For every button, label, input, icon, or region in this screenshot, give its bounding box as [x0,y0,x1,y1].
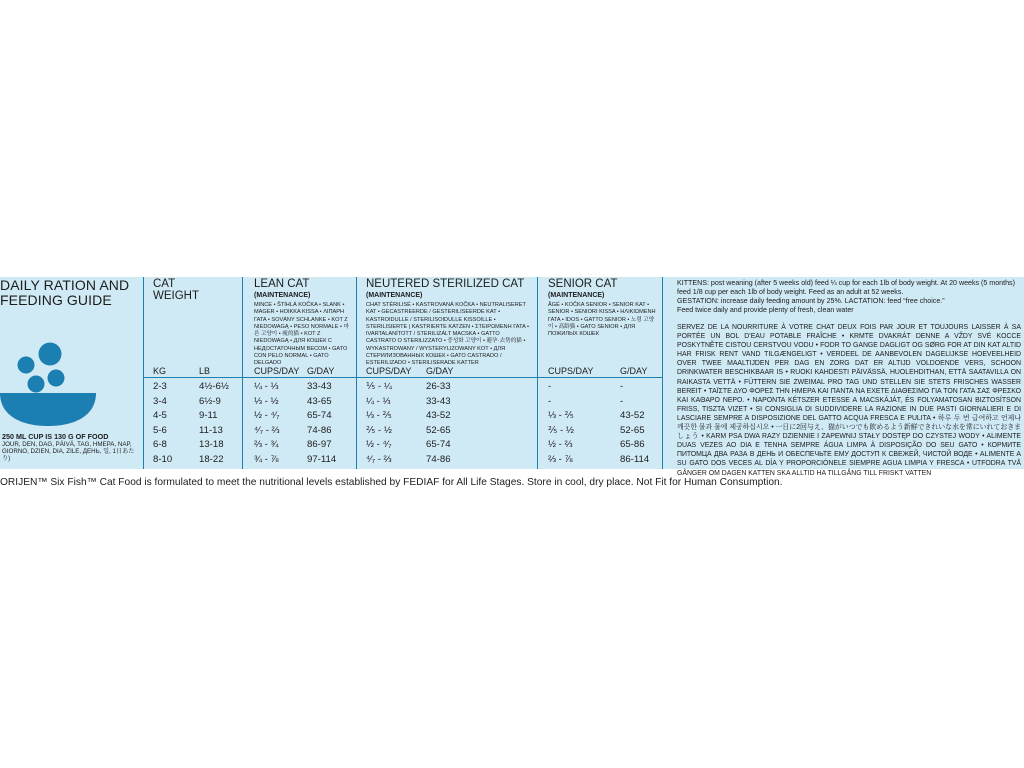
unit-senior-g: G/DAY [620,366,648,376]
cell-lean-cups: ⅔ - ¾ [254,439,279,451]
feeding-guide-panel [0,277,1024,477]
neutered-cat-subtitle: (MAINTENANCE) [366,292,423,299]
cell-sen-cups: ⅔ - ⅞ [548,454,573,465]
cell-sen-g: 43-52 [620,410,645,422]
divider [356,277,357,469]
cell-kg: 5-6 [153,424,167,436]
divider [242,277,243,469]
cell-neut-g: 26-33 [426,381,451,392]
unit-lean-g: G/DAY [307,366,335,376]
neutered-cat-translations: CHAT STÉRILISÉ • KASTROVANÁ KOČKA • NEUTRALISERET KAT • GECASTREERDE / GESTERILISEERDE KAT • KASTROIDULLE / STERILISOIDULLE KISSOILLE • STERILISIERTE | KASTRIERTE KATZEN • ΣΤΕΙΡΩΜΕΝΗ ΓΑΤΑ • IVARTALANÍTOTT / STERILIZÁLT MACSKA • GATTO CASTRATO O STERILIZZATO • 중성화 고양이 • 避孕·去势的猫 • WYKASTROWANY / WYSTERYLIZOWANY KOT • ДЛЯ СТЕРИЛИЗОВАННЫХ КОШЕК • GATO CASTRADO / ESTERILIZADO • STERILISERADE KATTER [366,302,530,367]
cell-sen-cups: ⅖ - ½ [548,424,574,436]
unit-lean-cups: CUPS/DAY [254,366,300,376]
cell-neut-g: 52-65 [426,424,451,436]
cell-sen-cups: ⅓ - ⅖ [548,410,574,422]
cell-sen-cups: ½ - ⅔ [548,439,573,451]
table-header-rule [143,377,662,378]
divider [537,277,538,469]
cell-sen-cups: - [548,381,552,392]
unit-neutered-g: G/DAY [426,366,454,376]
cell-lean-g: 65-74 [307,410,332,422]
cell-sen-g: 86-114 [620,454,650,465]
cell-neut-cups: ⅖ - ½ [366,424,392,436]
cell-neut-cups: ½ - ⁴⁄₇ [366,439,392,451]
cell-sen-g: - [620,395,624,407]
food-bowl-icon [0,337,100,431]
cell-neut-cups: ⁴⁄₇ - ⅔ [366,454,392,465]
cell-neut-cups: ¼ - ⅓ [366,395,391,407]
divider [662,277,663,469]
cell-lean-cups: ½ - ⁴⁄₇ [254,410,280,422]
cell-kg: 6-8 [153,439,167,451]
cell-neut-cups: ⅓ - ⅖ [366,410,392,422]
cell-lean-g: 33-43 [307,381,332,392]
cell-sen-cups: - [548,395,552,407]
cell-neut-g: 43-52 [426,410,451,422]
cell-lean-cups: ¼ - ⅓ [254,381,279,392]
cell-neut-g: 74-86 [426,454,451,465]
cell-lb: 4½-6½ [199,381,229,392]
senior-cat-header: SENIOR CAT [548,278,618,290]
water-note: Feed twice daily and provide plenty of fresh, clean water [677,306,854,315]
cell-lean-g: 43-65 [307,395,332,407]
cat-weight-header: CAT WEIGHT [153,278,199,302]
guide-title: DAILY RATION AND FEEDING GUIDE [0,277,130,308]
cell-kg: 4-5 [153,410,167,422]
cell-lean-cups: ¾ - ⅞ [254,454,279,465]
cell-neut-g: 33-43 [426,395,451,407]
cell-kg: 3-4 [153,395,167,407]
cell-sen-g: 65-86 [620,439,645,451]
kittens-note: KITTENS: post weaning (after 5 weeks old) feed ¼ cup for each 1lb of body weight. At 20 weeks (5 months) feed 1/8 cup per each 1lb of body weight. Feed as an adult at 52 weeks. GESTATION: increase daily feeding amount by 25%. LACTATION: feed “free choice.” Feed twice daily and provide plenty of fresh, clean water [677,279,1015,315]
cell-lb: 18-22 [199,454,224,465]
day-translations: JOUR, DEN, DAG, PÄIVÄ, TAG, ΗΜΕΡΑ, NAP, GIORNO, DZIEN, DIA, ZILE, ДЕНЬ, 일, 1日あたり) [2,441,135,463]
senior-cat-translations: ÂGÉ • KOČKA SENIOR • SENIOR KAT • SENIOR • SENIORI KISSA • ΗΛΙΚΙΩΜΕΝΗ ΓΑΤΑ • IDOS • GATTO SENIOR • 노령 고양이 • 高龄猫 • GATO SENIOR • ДЛЯ ПОЖИЛЫХ КОШЕК [548,302,656,338]
multilingual-instructions: SERVEZ DE LA NOURRITURE À VOTRE CHAT DEUX FOIS PAR JOUR ET TOUJOURS LAISSER À SA PORTÉE UN BOL D’EAU POTABLE FRAÎCHE • KRMTE DVAKRÁT DENNE A VŽDY SVÉ KOCCE POSKYTNĚTE CISTOU CERSTVOU VODU • FODR TO GANGE DAGLIGT OG SØRG FOR AT DIN KAT ALTID HAR FRISK RENT VAND TILGÆNGELIGT • VERDEEL DE AANBEVOLEN DAGELIJKSE HOEVEELHEID OVER TWEE MAALTIJDEN PER DAG EN ZORG DAT ER ALTIJD VOLDOENDE VERS, SCHOON DRINKWATER BESCHIKBAAR IS • RUOKI KAHDESTI PÄIVÄSSÄ, HUOLEHDITHAN, ETTÄ SAATAVILLA ON RAIKASTA VETTÄ • FÜTTERN SIE ZWEIMAL PRO TAG UND STELLEN SIE STETS FRISCHES WASSER BEREIT • ΤΑΪΣΤΕ ΔΥΟ ΦΟΡΕΣ ΤΗΝ ΗΜΕΡΑ ΚΑΙ ΠΑΝΤΑ ΝΑ ΕΧΕΤΕ ΔΙΑΘΕΣΙΜΟ ΓΙΑ ΤΟΝ ΓΑΤΑ ΣΑΣ ΦΡΕΣΚΟ ΚΑΙ ΚΑΘΑΡΟ ΝΕΡΟ. • NAPONTA KÉTSZER ETESSE A MACSKÁJÁT, ÉS FOLYAMATOSAN BIZTOSÍTSON FRISS, TISZTA VIZET • SI CONSIGLIA DI SUDDIVIDERE LA RAZIONE IN DUE PASTI GIORNALIERI E DI LASCIARE SEMPRE A DISPOSIZIONE DEL GATTO ACQUA FRESCA E PULITA • 하루 두 번 급여하고 언제나 깨끗한 물과 물에 제공하십시오 • 一日に2回与え、猫がいつでも飲めるよう新鮮できれいな水を常にいれておきましょう • KARM PSA DWA RAZY DZIENNIE I ZAPEWNIJ STAŁY DOSTĘP DO CZYSTEJ WODY • ALIMENTE DUAS VEZES AO DIA E TENHA SEMPRE ÁGUA LIMPA À DISPOSIÇÃO DO SEU GATO • КОРМИТЕ ПИТОМЦА ДВА РАЗА В ДЕНЬ И ОБЕСПЕЧЬТЕ ЕМУ ДОСТУП К СВЕЖЕЙ, ЧИСТОЙ ВОДЕ • ALIMENTE A SU GATO DOS VECES AL DÍA Y PROPORCIÓNELE SIEMPRE AGUA LIMPIA Y FRESCA • UTFODRA TVÅ GÅNGER OM DAGEN KATTEN SKA ALLTID HA TILLGÅNG TILL FRISKT VATTEN [677,324,1021,477]
unit-kg: KG [153,366,167,376]
cell-lb: 11-13 [199,424,223,436]
footer-statement: ORIJEN™ Six Fish™ Cat Food is formulated to meet the nutritional levels established by FEDIAF for All Life Stages. Store in cool, dry place. Not Fit for Human Consumption. [0,477,783,488]
cell-lean-cups: ⁴⁄₇ - ⅔ [254,424,280,436]
unit-senior-cups: CUPS/DAY [548,366,594,376]
senior-cat-subtitle: (MAINTENANCE) [548,292,605,299]
cell-lean-cups: ⅓ - ½ [254,395,279,407]
unit-neutered-cups: CUPS/DAY [366,366,412,376]
cup-size-note: 250 ML CUP IS 130 G OF FOOD [2,432,109,441]
cell-kg: 8-10 [153,454,173,465]
unit-lb: LB [199,366,211,376]
cell-kg: 2-3 [153,381,167,392]
cell-sen-g: 52-65 [620,424,645,436]
divider [143,277,144,469]
cell-lean-g: 74-86 [307,424,332,436]
lean-cat-translations: MINCE • ŠTÍHLÁ KOČKA • SLANK • MAGER • HOIKKA KISSA • ΛΙΠΑΡΗ ΓΑΤΑ • SOVÁNY SCHLANKE • KOT Z NIEDOWAGĄ • PESO NORMALE • 마른 고양이 • 瘦的猫 • KOT Z NIEDOWAGĄ • ДЛЯ КОШЕК С НЕДОСТАТОЧНЫМ ВЕСОМ • GATO CON PELO NORMAL • GATO DELGADO [254,302,349,367]
lean-cat-subtitle: (MAINTENANCE) [254,292,311,299]
cell-lb: 6½-9 [199,395,221,407]
feeding-label [0,277,1024,492]
lean-cat-header: LEAN CAT [254,278,310,290]
cell-neut-cups: ⅕ - ¼ [366,381,392,392]
cell-sen-g: - [620,381,624,392]
cell-lean-g: 97-114 [307,454,337,465]
cell-neut-g: 65-74 [426,439,451,451]
cell-lean-g: 86-97 [307,439,332,451]
cell-lb: 13-18 [199,439,224,451]
neutered-cat-header: NEUTERED STERILIZED CAT [366,278,525,290]
cell-lb: 9-11 [199,410,218,422]
